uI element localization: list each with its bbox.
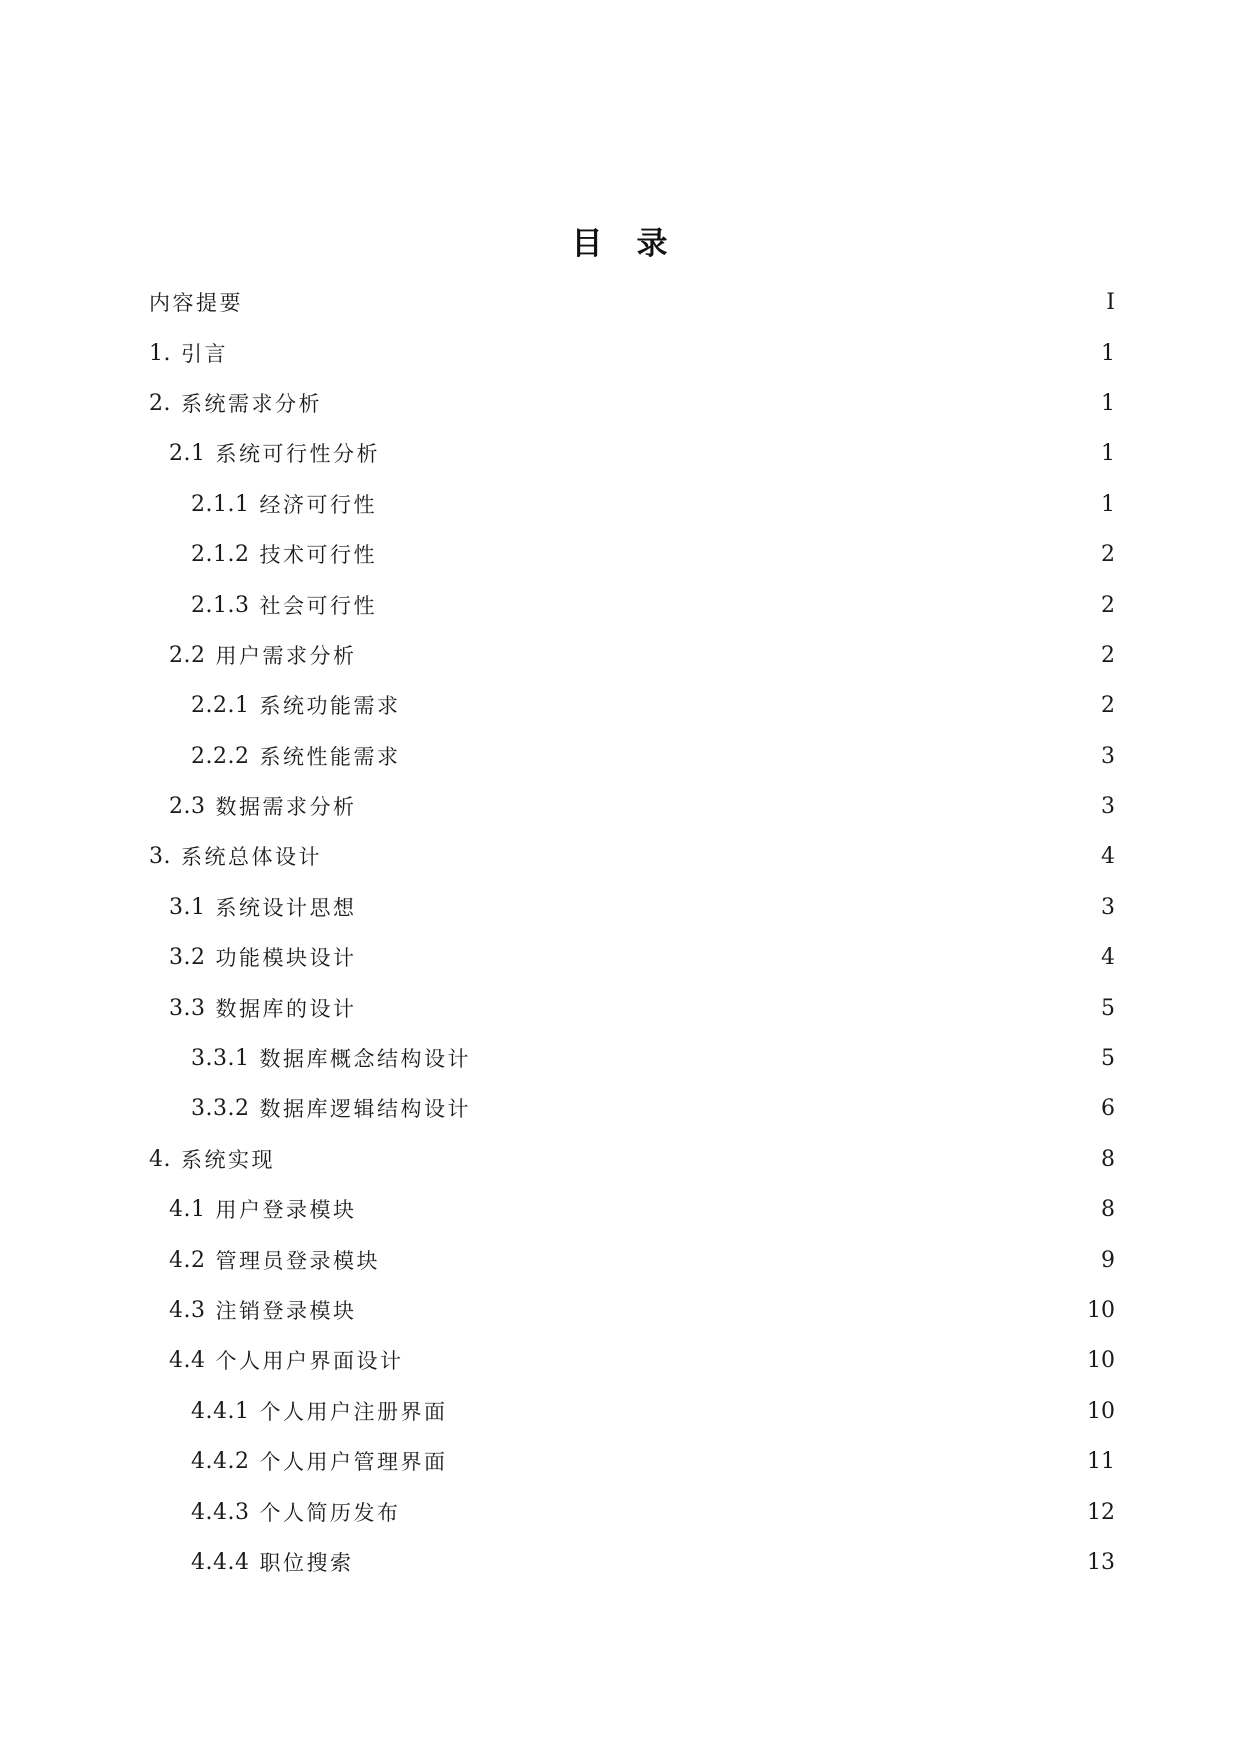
toc-entry[interactable] <box>149 681 1115 731</box>
toc-entry-number: 2. <box>149 390 171 416</box>
page-title-part-2: 录 <box>636 226 670 262</box>
toc-dot-leader <box>328 843 1099 871</box>
toc-entry-page-number: 4 <box>1101 844 1115 870</box>
toc-dot-leader <box>386 440 1099 468</box>
toc-entry[interactable] <box>149 1235 1115 1285</box>
toc-entry-page-number: 8 <box>1101 1146 1115 1172</box>
toc-entry-label: 系统实现 <box>181 1147 275 1172</box>
toc-entry-number: 3.3.2 <box>191 1096 250 1122</box>
toc-entry[interactable] <box>149 832 1115 882</box>
toc-entry-page-number: 1 <box>1101 390 1115 416</box>
toc-entry-label: 职位搜索 <box>259 1550 354 1575</box>
toc-dot-leader <box>281 1146 1099 1174</box>
toc-entry-label: 技术可行性 <box>259 543 377 568</box>
toc-entry[interactable] <box>149 1084 1115 1134</box>
toc-entry-label: 数据需求分析 <box>215 795 357 820</box>
toc-entry-label: 系统性能需求 <box>259 744 401 769</box>
toc-dot-leader <box>359 1549 1085 1577</box>
toc-entry[interactable] <box>149 732 1115 782</box>
toc-entry-number: 2.1.2 <box>191 542 250 568</box>
toc-entry-number: 4.1 <box>169 1197 206 1223</box>
toc-dot-leader <box>383 541 1099 569</box>
toc-entry-label: 数据库概念结构设计 <box>259 1047 471 1072</box>
toc-entry-number: 3.3 <box>169 995 206 1021</box>
toc-dot-leader <box>383 491 1099 519</box>
toc-dot-leader <box>406 1499 1085 1527</box>
toc-entry-label: 系统可行性分析 <box>215 442 380 467</box>
toc-entry-label: 管理员登录模块 <box>215 1248 380 1273</box>
toc-entry-number: 4.4 <box>169 1348 206 1374</box>
toc-entry[interactable] <box>149 1538 1115 1588</box>
toc-entry-page-number: 5 <box>1101 1046 1115 1072</box>
toc-entry-page-number: 10 <box>1087 1348 1115 1374</box>
toc-entry-number: 3.1 <box>169 894 206 920</box>
toc-entry-label: 社会可行性 <box>259 593 377 618</box>
toc-entry-label: 个人用户管理界面 <box>259 1450 448 1475</box>
toc-entry-page-number: 13 <box>1087 1549 1115 1575</box>
toc-entry-page-number: 1 <box>1101 340 1115 366</box>
toc-entry-label: 个人简历发布 <box>259 1500 401 1525</box>
toc-dot-leader <box>406 743 1099 771</box>
toc-entry[interactable] <box>149 580 1115 630</box>
toc-dot-leader <box>328 390 1099 418</box>
toc-entry-page-number: 3 <box>1101 894 1115 920</box>
toc-entry-label: 用户登录模块 <box>215 1198 357 1223</box>
toc-entry-label: 注销登录模块 <box>215 1299 357 1323</box>
toc-entry[interactable] <box>149 530 1115 580</box>
toc-entry-number: 2.1.3 <box>191 592 250 618</box>
toc-entry[interactable] <box>149 328 1115 378</box>
toc-entry[interactable] <box>149 379 1115 429</box>
toc-entry-page-number: 10 <box>1087 1298 1115 1323</box>
toc-entry-label: 用户需求分析 <box>215 643 357 668</box>
toc-dot-leader <box>386 1247 1099 1275</box>
toc-entry-label: 系统功能需求 <box>259 694 401 719</box>
toc-entry-page-number: 2 <box>1101 592 1115 618</box>
table-of-contents <box>149 278 1115 1588</box>
toc-entry-number: 4.4.3 <box>191 1499 250 1525</box>
toc-entry-label: 系统总体设计 <box>181 845 322 870</box>
toc-entry-number: 3.3.1 <box>191 1046 250 1072</box>
toc-entry-page-number: 12 <box>1087 1499 1115 1525</box>
toc-entry-page-number: 1 <box>1101 441 1115 467</box>
toc-entry[interactable] <box>149 1034 1115 1084</box>
toc-entry-label: 经济可行性 <box>259 492 377 517</box>
toc-entry[interactable] <box>149 1336 1115 1386</box>
toc-entry-page-number: 11 <box>1087 1449 1115 1475</box>
toc-entry-label: 功能模块设计 <box>215 946 357 971</box>
toc-entry-label: 个人用户界面设计 <box>215 1349 404 1374</box>
toc-entry[interactable] <box>149 933 1115 983</box>
toc-entry-label: 数据库的设计 <box>215 996 357 1021</box>
toc-entry-number: 2.3 <box>169 794 206 820</box>
toc-entry-number: 4. <box>149 1146 171 1172</box>
toc-entry-number: 4.3 <box>169 1298 206 1323</box>
toc-dot-leader <box>363 793 1100 821</box>
toc-entry[interactable] <box>149 1487 1115 1537</box>
page-title <box>0 218 1241 263</box>
toc-entry-page-number: 5 <box>1101 995 1115 1021</box>
toc-entry-page-number: 10 <box>1087 1398 1115 1424</box>
toc-entry-label: 引言 <box>181 341 228 366</box>
toc-entry-page-number: 2 <box>1101 542 1115 568</box>
toc-entry-page-number: 9 <box>1101 1247 1115 1273</box>
toc-entry-label: 内容提要 <box>149 291 243 316</box>
toc-dot-leader <box>453 1398 1085 1426</box>
toc-entry-number: 3. <box>149 844 171 870</box>
toc-entry[interactable] <box>149 429 1115 479</box>
toc-entry-number: 1. <box>149 340 171 366</box>
toc-dot-leader <box>234 340 1099 368</box>
page-title-part-1: 目 <box>571 226 605 262</box>
toc-dot-leader <box>363 995 1100 1023</box>
toc-entry-number: 3.2 <box>169 945 206 971</box>
toc-entry-number: 2.2.1 <box>191 693 250 719</box>
toc-entry-number: 2.2 <box>169 642 206 668</box>
toc-entry[interactable] <box>149 1135 1115 1185</box>
toc-entry-page-number: 2 <box>1101 693 1115 719</box>
toc-entry[interactable] <box>149 1185 1115 1235</box>
toc-entry-page-number: 4 <box>1101 945 1115 971</box>
toc-entry[interactable] <box>149 1286 1115 1336</box>
toc-entry[interactable] <box>149 983 1115 1033</box>
toc-entry-page-number: 2 <box>1101 642 1115 668</box>
toc-entry-page-number: 6 <box>1101 1096 1115 1122</box>
toc-dot-leader <box>363 1297 1086 1325</box>
toc-entry-page-number: 3 <box>1101 794 1115 820</box>
toc-entry-number: 2.1 <box>169 441 206 467</box>
toc-entry-label: 系统设计思想 <box>215 895 357 920</box>
toc-dot-leader <box>249 289 1104 317</box>
toc-dot-leader <box>363 1196 1100 1224</box>
toc-dot-leader <box>363 944 1100 972</box>
toc-dot-leader <box>477 1095 1099 1123</box>
toc-entry-number: 4.4.2 <box>191 1449 250 1475</box>
toc-entry-page-number: 1 <box>1101 491 1115 517</box>
toc-entry-page-number: 8 <box>1101 1197 1115 1223</box>
toc-dot-leader <box>406 692 1099 720</box>
toc-entry-number: 4.4.1 <box>191 1398 250 1424</box>
toc-dot-leader <box>410 1347 1086 1375</box>
toc-entry-number: 4.2 <box>169 1247 206 1273</box>
toc-entry-label: 个人用户注册界面 <box>259 1399 448 1424</box>
toc-entry-number: 2.1.1 <box>191 491 250 517</box>
toc-entry-page-number: 3 <box>1101 743 1115 769</box>
toc-dot-leader <box>363 642 1100 670</box>
toc-entry[interactable] <box>149 1387 1115 1437</box>
toc-entry-number: 2.2.2 <box>191 743 250 769</box>
toc-entry[interactable] <box>149 883 1115 933</box>
toc-entry-label: 系统需求分析 <box>181 391 322 416</box>
toc-entry[interactable] <box>149 1437 1115 1487</box>
toc-dot-leader <box>453 1448 1085 1476</box>
toc-entry-number: 4.4.4 <box>191 1549 250 1575</box>
toc-entry-label: 数据库逻辑结构设计 <box>259 1097 471 1122</box>
toc-entry[interactable] <box>149 631 1115 681</box>
toc-entry[interactable] <box>149 278 1115 328</box>
toc-dot-leader <box>363 894 1100 922</box>
toc-dot-leader <box>383 592 1099 620</box>
toc-entry[interactable] <box>149 782 1115 832</box>
toc-dot-leader <box>477 1045 1099 1073</box>
toc-entry[interactable] <box>149 480 1115 530</box>
toc-entry-page-number: I <box>1106 290 1115 316</box>
